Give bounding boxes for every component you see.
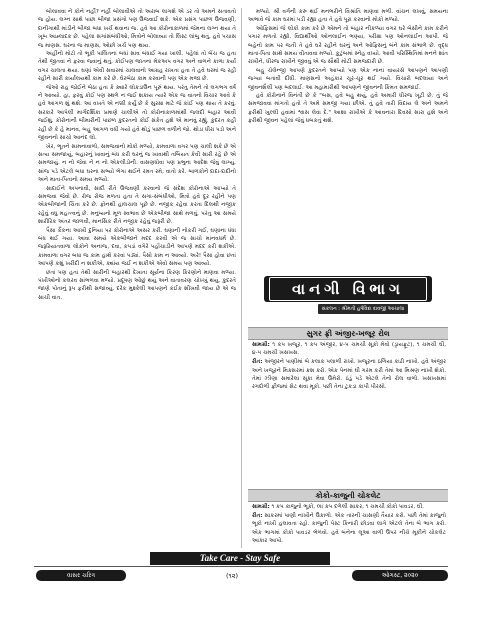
ingredients-text: ૧ કપ કાજુનો ભૂકો, ૦।। કપ દળેલી સાકર, ૧ ચમચી કોકો પાવડર, ઘી.	[271, 504, 424, 510]
recipe-ingredients	[252, 341, 446, 357]
article-paragraph: હવે કોરોનાને વિનંતી છે કે "બસ, હવે બહુ થયું, હવે અમારી ધીરજ ખૂટી છે. તું જે સમજાવવા માંગતો હતો તે અમે સમજી ગયા છીએ. તું હવે તારી વિદાય લે અને અમને ફરીથી ખુલ્લી હવામાં શ્વાસ લેવા દે." આશા રાખીએ કે આવનારા દિવસો સારા હશે અને ફરીથી જીવન પહેલાં જેવું ધબકતું થશે.	[248, 93, 448, 125]
method-label: રીત:	[252, 513, 263, 520]
compiler-credit: સંકલન : શ્રીમતી હર્ષવિદા દાવજી આચાલા	[318, 304, 408, 314]
recipe-method	[252, 512, 446, 545]
article-paragraph: અહીંનો મોટો તો ભૂકી પાલિતના બધાં સાવ બંધાઈ ગયા ખાલી. પહેલાં તો બેંચ જ હતા તેથી જીતવા ને ફરવા જવાનું થતું. કોઈપણ જાતના મેકઅપ વગર અને વાળને કાળા કર્યા વગર ચાલતા થયા. ઘણાં એવી સવારમાં ચાલવાનો આગ્રહ રાખતા હતા તે હવે ઘરમાં જ રહી રહીને સારી કાર્યાલયથી કામ કરે છે. ઘેરબેઠા કામ કરવાની પણ એક મજા છે.	[38, 51, 236, 83]
section-title-banner	[264, 276, 432, 302]
article-paragraph: છતાં પણ હતા તેથી સારીની બહારથી દેખાતા સૂર્યના કિરણ કિરણોને માણવા મળ્યા. પંખીઓનો કલરવ સાંભળવા મળ્યો. પ્રદૂષણ ઓછું થયું અને વાતાવરણ ચોખ્ખું થયું. કુદરતે જાણે પોતાનું રૂપ ફરીથી સજાવ્યું. દરેક મુશ્કેલી આપણને કંઈક શીખવી જાય છે એ જ સાચી વાત.	[38, 269, 236, 301]
page-number: (૧૨)	[226, 572, 239, 580]
article-paragraph: બહુ ચેલેન્જી આપણે કુદરતને આપ્યો પણ એક નાના વાયરસે આપણને આપણી જગ્યા બતાવી દીધી. માણસનો અહંકાર ચૂર-ચૂર થઈ ગયો. વિચારો બદલાયા અને જીવનશૈલી પણ બદલાઈ. આ મહામારીથી આપણને જીવનની કિંમત સમજાઈ.	[248, 67, 448, 91]
recipe-body	[252, 341, 446, 486]
article-paragraph: સાદાઈને અપનાવી, સાદી રીતે ઉજવણી કરવાનો જે સંદેશ કોરોનાએ આપ્યો તે સમજવા જેવો છે. રોજ રોજ મળતા હતા તે સગા-સંબંધીઓ, મિત્રો હવે દૂર રહીને પણ એકબીજાની ચિંતા કરે છે. ફોનથી હાલચાલ પૂછે છે. નજીક રહેવા કરતા દિલથી નજીક રહેવું વધુ મહત્ત્વનું છે. મનુષ્યનો મૂળ સ્વભાવ છે એકબીજા સાથે મળવું, પરંતુ આ સમયે શારીરિક અંતર જાળવી, માનસિક રીતે નજીક રહેવું જરૂરી છે.	[38, 185, 236, 226]
article-paragraph: મળ્યો. શ્રી વર્ગની કરુ થઈ મનભરીને વિશ્રાંતિ માણવા મળી. વાંચન લખવું, સમયના અભાવે જે કામ ઘરમાં પડી રહ્યા હતા તે હવે પૂરા કરવાનો મોકો મળ્યો.	[248, 9, 448, 24]
column-divider	[241, 8, 242, 548]
magazine-name-badge: વાસર ચરિત્ર	[36, 570, 126, 581]
recipe-body	[252, 503, 446, 553]
footer-rule	[34, 566, 448, 567]
article-paragraph: પૈસા કૈંકના આખી દુનિયા પર કોરોનાએ અસર કરી. ઘણાની નોકરી ગઈ, ઘણાના ધંધા બંધ થઈ ગયા. આવા સમયે એકબીજાને મદદ કરવી એ જ સાચો માનવધર્મ છે. જરૂરિયાતવાળા લોકોને અનાજ, દવા, કપડાં વગેરે પહોંચાડીને આપણે મદદ કરી શકીએ. કામવાળા વગર બધા જ કામ હાથે કરવાં પડ્યાં. પૈસો કામ ન આવ્યો. અરે! પૈસા હોવા છતાં આપણે કશું ખરીદી ન શકીએ, ક્યાંય જઈ ન શકીએ એવો સમય પણ આવ્યો.	[38, 227, 236, 268]
method-label: રીત:	[252, 359, 263, 366]
recipe-method	[252, 358, 446, 391]
recipe-title: કોકો-કાજુની ચોકલેટ	[248, 489, 448, 502]
article-left-column	[38, 8, 236, 550]
ingredients-label: સામગ્રી:	[252, 342, 270, 348]
recipe-ingredients	[252, 503, 446, 511]
footer-banner: Take Care - Stay Safe	[150, 552, 330, 565]
ingredients-text: ૧ કપ ખજૂર, ૧ કપ અંજીર, ૪-૫ ચમચી સૂકો મેવો (ડ્રાયફ્રૂટ), ૧ ચમચી ઘી, ૪-૫ ચમચી ખસખસ.	[252, 342, 446, 357]
article-paragraph: ખેર, ભૂતને સામનાવાળો, સમજવાનો મોકો મળ્યો, કામવાળા વગર પણ ચાલી શકે છે એ સત્ય સમજાયું, બહારનું ખાવાનું બંધ કરી ઘરનું જ ખાવાથી તબિયત કેવી સારી રહે છે એ સમજાયું. ન નો જેવા ને ન નો એકલીડોની. વાસણધોવા પણ પ્રભુના આદેશ જેવું લાગ્યું. સાંજ પડે એટલે બધા ઘરના સભ્યો ભેગા થઈને રમત રમે, વાતો કરે. બાળકોને દાદા-દાદીનો અને માતા-પિતાનો સમય મળ્યો.	[38, 143, 236, 184]
article-paragraph: બોલાવવા ને કોને નહીં? નહીં બોલાવીએ તો અરાબ લાગશે એ ડર તો અમને સતાવતો જ હોય. લગ્ન સાથે પાછા બીજા પ્રસંગો પણ ઉજવાઈ શકે. એક પ્રસંગ પાછળ ઉજવણી, દાનીગાથી માંડીને બીજા બધા ખર્ચ થવાના જ. હવે આ કોરોનાકાળમાં જેમના લગ્ન થયા તે ખૂબ આહ્લાદક છે. પહેલા સગાંસંબંધીઓ, મિત્રોને બોલાવ્યા તો લિસ્ટ લાંબુ થતું, હવે પચાસ જ માણસ. ઘરના જ માણસ, ઓછો ખર્ચ પણ થાય.	[38, 9, 236, 49]
recipe-title: સુગર ફ્રી અંજીર-ખજૂર રોલ	[248, 327, 448, 340]
article-right-column	[248, 8, 448, 270]
section-title: વાનગી વિભાગ	[269, 277, 427, 301]
ingredients-label: સામગ્રી:	[252, 504, 270, 510]
method-text: સાકરમાં પાણી નાખીને ઉકાળો. એક તારની ચાસણી તૈયાર કરો. પછી તેમાં કાજુનો ભૂકો નાખી હલાવતા રહો. કાજુની પેસ્ટ કિનારી છોડવા લાગે એટલે તેના બે ભાગ કરો. એક ભાગમાં કોકો પાવડર ભેળવો. હવે બંનેના લૂઆ વાળી ઉપર નીચે મૂકીને ચોકલેટ આકાર આપો.	[252, 513, 446, 544]
article-paragraph: જેઓ રાહ જોઈને બેઠા હતા કે ક્યારે લોકડાઉન પૂરું થાય. પરંતુ તેમને તો લગભગ વર્ષ ને આવ્યો. હા, ફરવું કોઈ પણ સ્થળે ન જઈ શકાય ત્યારે એક જ વાતનો વિચાર આવે કે હવે આગળ શું થશે. આ વખતે એ નક્કી કર્યું છે કે સુરક્ષા માટે જે કાંઈ પણ થાય તે કરવું. સરકારે આપેલી માર્ગદર્શિકા પ્રમાણે ચાલીએ તો કોરોનાકાળમાંથી જલદી બહાર આવી જઈશું. કોરોનાની બીમારીની પાછળ કુદરતનો કોઈ સંકેત હશે એ માનવું રહ્યું. કુદરત કહી રહી છે કે હે માનવ, બહુ આગળ વધી ગયો હવે થોડું પાછળ વળીને જો. થોડા ધીરા પડો અને જીવનનો સાચો આનંદ લો.	[38, 84, 236, 142]
article-paragraph: ઓફિસમાં જે લોકો કામ કરે છે એમને તો બહાર નીકળ્યા વગર ઘરે બેસીને કામ કરીને પગાર મળતો રહ્યો. વિદ્યાર્થીઓ ઓનલાઈન ભણ્યા, પરીક્ષા પણ ઓનલાઈન આપી. જે બહેનો કામ પર જતી તે હવે ઘરે રહીને ઘરનું અને ઓફિસનું બંને કામ સંભાળે છે. વૃદ્ધ માતા-પિતા સાથે સમય વીતાવવા મળ્યો. કુટુંબમાં સ્નેહ વધ્યો. આવી પરિસ્થિતિમાં મનને શાંત રાખીને, ધીરજ રાખીને જીવવું એ જ સૌથી મોટી સમજદારી છે.	[248, 25, 448, 66]
method-text: અંજીરને પાણીમાં બે કલાક પલાળી રાખો. ખજૂરના ઠળિયા કાઢી નાખો. હવે અંજીર અને ખજૂરને મિક્સરમાં ક્રશ કરો. એક પેનમાં ઘી ગરમ કરી તેમાં આ મિશ્રણ નાખી શેકો. તેમાં ઝીણા સમારેલા સૂકા મેવા ઉમેરો. ઠંડું પડે એટલે તેનો રોલ વાળો. ખસખસમાં રગદોળી ફ્રીજમાં સેટ થવા મૂકો. પછી તેના ટુકડા કાપી પીરસો.	[252, 359, 446, 391]
issue-date-badge: ઓગસ્ટ, ૨૦૨૦	[352, 570, 448, 581]
